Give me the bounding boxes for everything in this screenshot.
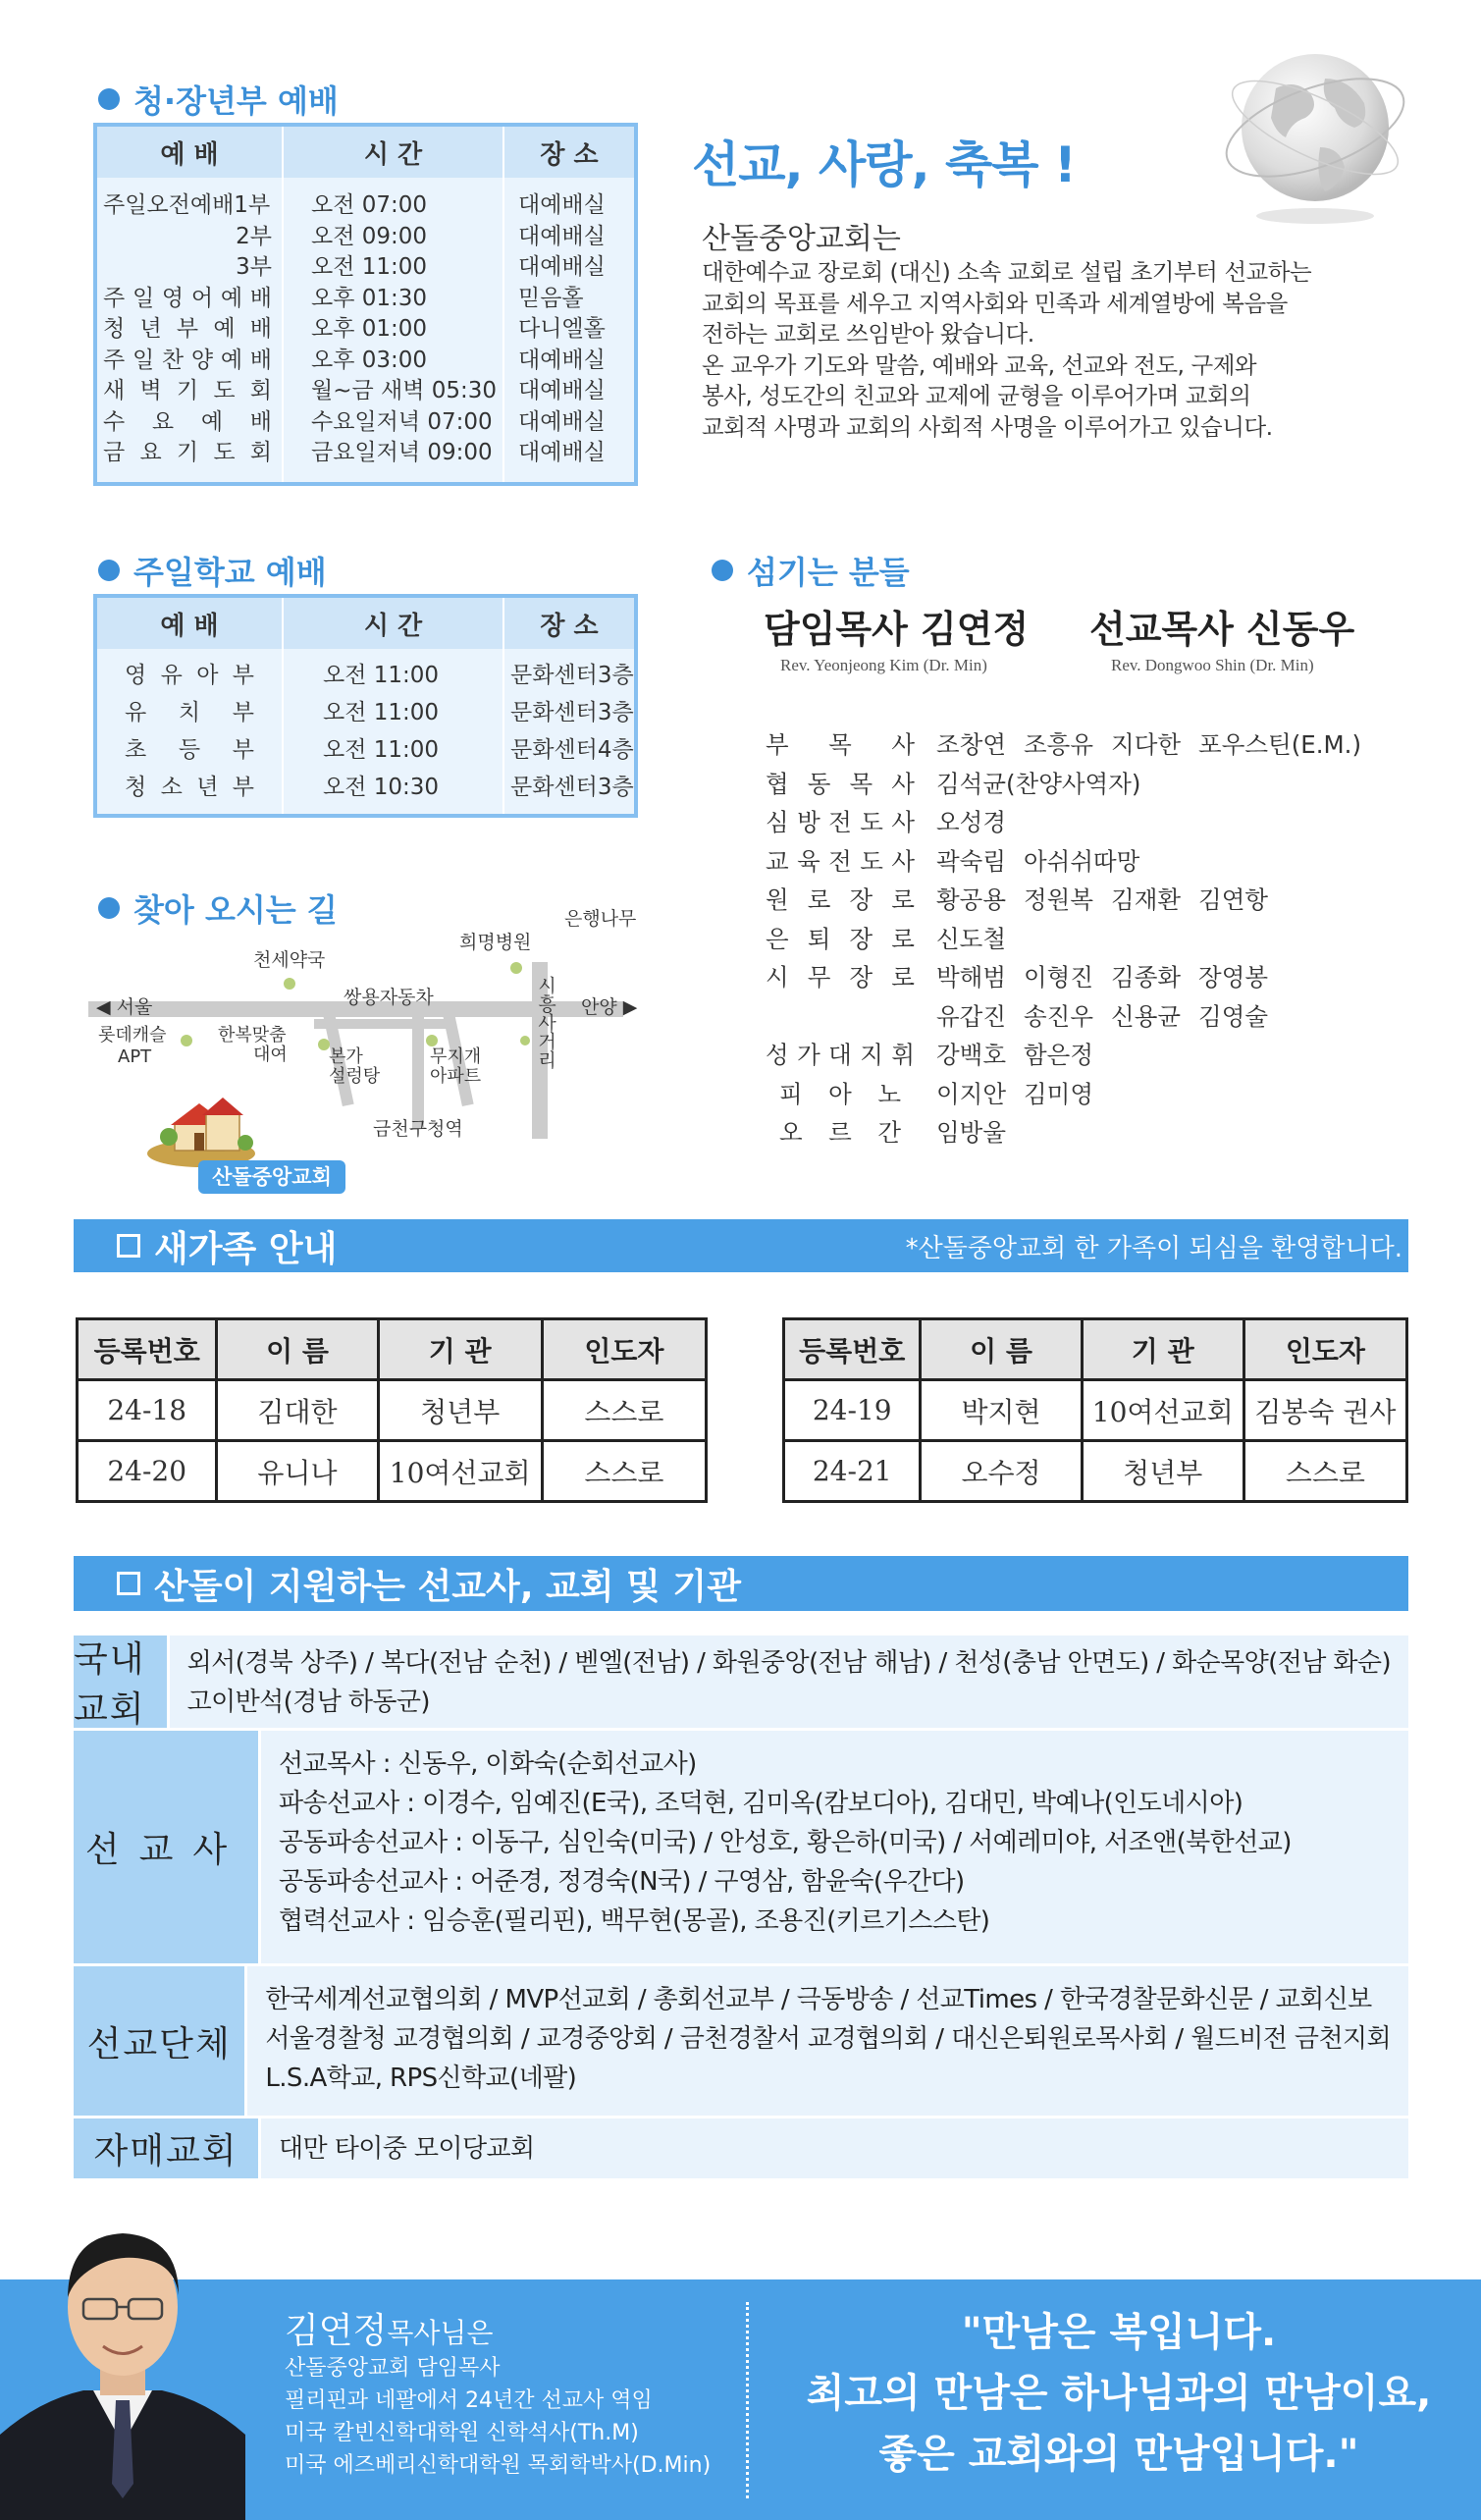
support-line: 고이반석(경남 하동군) [186, 1688, 430, 1717]
staff-row [766, 764, 1379, 803]
staff-name: 신도철 [936, 924, 1007, 953]
staff-role: 협 동 목 사 [766, 769, 915, 798]
bullet-dot-icon [712, 560, 733, 581]
intro-line: 온 교우가 기도와 말씀, 예배와 교육, 선교와 전도, 구제와 [702, 350, 1257, 379]
cell: 10여선교회 [1082, 1380, 1243, 1441]
staff-name: 송진우 [1024, 1001, 1094, 1031]
staff-row [766, 880, 1379, 919]
staff-role: 시 무 장 로 [766, 963, 915, 992]
staff-name: 정원복 [1024, 885, 1094, 915]
new-family-title: 새가족 안내 [154, 1228, 338, 1269]
worship-name: 새 벽 기 도 회 [103, 378, 272, 404]
staff-row [766, 919, 1379, 958]
pastor-quote [775, 2302, 1462, 2485]
pharmacy-label: 천세약국 [253, 949, 326, 971]
cell: 24-21 [784, 1441, 921, 1502]
staff-name: 조흥유 [1024, 730, 1094, 760]
worship-name: 청 소 년 부 [125, 775, 254, 800]
worship-place: 대예배실 [518, 192, 606, 219]
bonga-seolleong-label: 설렁탕 [329, 1066, 381, 1087]
new-family-banner [74, 1219, 1408, 1272]
worship-place: 문화센터3층 [510, 775, 634, 800]
pastor-bio-name [285, 2303, 494, 2353]
geumcheon-label: 금천구청역 [373, 1118, 463, 1140]
new-family-table-left [76, 1317, 708, 1503]
staff-name: 이지안 [936, 1079, 1007, 1108]
worship-time: 오전 11:00 [311, 254, 428, 281]
cell: 스스로 [542, 1380, 706, 1441]
staff-names [936, 921, 1024, 955]
worship-place: 대예배실 [518, 408, 606, 435]
support-content [261, 1731, 1408, 1963]
senior-pastor-english: Rev. Yeonjeong Kim (Dr. Min) [780, 656, 987, 674]
staff-name: 김석균(찬양사역자) [936, 769, 1141, 798]
staff-role: 원 로 장 로 [766, 885, 915, 915]
youth-worship-places [504, 178, 634, 482]
staff-role: 은 퇴 장 로 [766, 924, 915, 953]
worship-place: 대예배실 [518, 223, 606, 249]
worship-name: 2부 [236, 223, 272, 249]
hanbok-label: 한복맞춤 [218, 1025, 287, 1046]
staff-role: 교 육 전 도 사 [766, 846, 915, 876]
worship-place: 대예배실 [518, 440, 606, 466]
worship-place: 대예배실 [518, 378, 606, 404]
staff-name: 장영봉 [1198, 963, 1269, 992]
sunday-school-title-text: 주일학교 예배 [133, 554, 327, 591]
lotte-castle-label: 롯데캐슬 [98, 1025, 167, 1046]
staff-name: 강백호 [936, 1041, 1007, 1070]
support-line: 공동파송선교사 : 어준경, 정경숙(N국) / 구영삼, 함윤숙(우간다) [279, 1867, 965, 1897]
staff-row [766, 1112, 1379, 1152]
cell: 24-18 [78, 1380, 217, 1441]
support-content [170, 1635, 1408, 1728]
intro-text [702, 257, 1340, 443]
staff-name: 김연항 [1198, 885, 1269, 915]
youth-worship-table [93, 123, 638, 486]
cell: 유니나 [217, 1441, 378, 1502]
cell: 스스로 [542, 1441, 706, 1502]
cell: 24-20 [78, 1441, 217, 1502]
cell: 청년부 [1082, 1441, 1243, 1502]
worship-place: 대예배실 [518, 254, 606, 281]
staff-name: 곽숙림 [936, 846, 1007, 876]
staff-name: 오성경 [936, 808, 1007, 837]
header-worship: 예 배 [97, 598, 284, 649]
hospital-label: 희명병원 [459, 932, 532, 953]
new-family-table-right [782, 1317, 1408, 1503]
table-header-row [784, 1319, 1407, 1380]
anyang-label: 안양 ▶ [581, 996, 638, 1018]
servers-title [712, 548, 910, 593]
staff-names [936, 1037, 1111, 1071]
bio-line: 미국 에즈베리신학대학원 목회학박사(D.Min) [285, 2453, 712, 2478]
intersection-dot [520, 1036, 530, 1046]
mission-pastor-english: Rev. Dongwoo Shin (Dr. Min) [1111, 656, 1314, 674]
cell: 청년부 [378, 1380, 542, 1441]
support-row-domestic [74, 1635, 1408, 1731]
staff-name: 지다한 [1111, 730, 1182, 760]
support-row-missionary [74, 1731, 1408, 1966]
support-line: L.S.A학교, RPS신학교(네팔) [265, 2064, 577, 2093]
cell: 스스로 [1243, 1441, 1406, 1502]
staff-row [766, 1035, 1379, 1074]
staff-role: 피 아 노 [779, 1079, 901, 1108]
bio-line: 산돌중앙교회 담임목사 [285, 2356, 501, 2381]
worship-name: 주 일 찬 양 예 배 [103, 347, 272, 373]
staff-names [936, 998, 1286, 1033]
header-time: 시 간 [284, 127, 504, 178]
header-worship: 예 배 [97, 127, 284, 178]
new-family-welcome: *산돌중앙교회 한 가족이 되심을 환영합니다. [905, 1233, 1402, 1263]
staff-name: 포우스틴(E.M.) [1198, 730, 1362, 760]
table-header-row [78, 1319, 707, 1380]
youth-worship-title [98, 77, 339, 122]
staff-row [766, 802, 1379, 841]
hanbok-rental-label: 대여 [253, 1045, 288, 1065]
worship-time: 오전 11:00 [323, 737, 440, 763]
worship-name: 주일오전예배1부 [103, 192, 271, 219]
intro-line: 전하는 교회로 쓰임받아 왔습니다. [702, 320, 1034, 348]
staff-name: 김종화 [1111, 963, 1182, 992]
worship-name: 청 년 부 예 배 [103, 316, 272, 343]
ssangyong-label: 쌍용자동차 [344, 987, 434, 1008]
staff-name: 아쉬쉬따망 [1024, 846, 1140, 876]
sunday-school-names [97, 649, 284, 814]
staff-names [936, 959, 1286, 993]
staff-name: 이형진 [1024, 963, 1094, 992]
bullet-dot-icon [98, 88, 120, 110]
intro-line: 교회적 사명과 교회의 사회적 사명을 이루어가고 있습니다. [702, 412, 1273, 441]
staff-role: 오 르 간 [779, 1118, 901, 1148]
staff-row [766, 724, 1379, 764]
intro-title: 선교, 사랑, 축복 ! [692, 136, 1076, 193]
staff-names [936, 804, 1024, 838]
table-row [78, 1380, 707, 1441]
support-line: 파송선교사 : 이경수, 임예진(E국), 조덕현, 김미옥(캄보디아), 김대민, 박예나(인도네시아) [279, 1789, 1243, 1818]
worship-name: 금 요 기 도 회 [103, 440, 272, 466]
worship-place: 대예배실 [518, 347, 606, 373]
table-row [78, 1441, 707, 1502]
church-label: 산돌중앙교회 [212, 1165, 332, 1189]
support-line: 협력선교사 : 임승훈(필리핀), 백무현(몽골), 조용진(키르기스스탄) [279, 1906, 990, 1936]
senior-pastor-name: 담임목사 김연정 [764, 607, 1030, 651]
mission-pastor-name: 선교목사 신동우 [1089, 607, 1355, 651]
header-org: 기 관 [378, 1319, 542, 1380]
youth-worship-table-body [97, 178, 634, 482]
pastor-portrait [0, 2189, 245, 2520]
cell: 박지현 [921, 1380, 1082, 1441]
worship-time: 오전 11:00 [323, 700, 440, 725]
staff-role: 부 목 사 [766, 730, 915, 760]
lotte-castle-apt-label: APT [118, 1046, 152, 1067]
header-guide: 인도자 [542, 1319, 706, 1380]
support-row-org [74, 1966, 1408, 2118]
header-reg-no: 등록번호 [78, 1319, 217, 1380]
support-content [247, 1966, 1408, 2116]
header-time: 시 간 [284, 598, 504, 649]
worship-time: 월~금 새벽 05:30 [311, 378, 498, 404]
staff-name: 함은정 [1024, 1041, 1094, 1070]
mujigae-label: 무지개 [430, 1046, 482, 1067]
youth-worship-times [284, 178, 504, 482]
staff-name: 황공용 [936, 885, 1007, 915]
staff-names [936, 1076, 1111, 1110]
bonga-label: 본가 [329, 1046, 363, 1067]
staff-row [766, 996, 1379, 1036]
intro-line: 교회의 목표를 세우고 지역사회와 민족과 세계열방에 복음을 [702, 289, 1288, 317]
header-org: 기 관 [1082, 1319, 1243, 1380]
worship-name: 주 일 영 어 예 배 [103, 285, 272, 311]
support-content [261, 2118, 1408, 2178]
support-row-sister [74, 2118, 1408, 2181]
staff-name: 김재환 [1111, 885, 1182, 915]
support-line: 외서(경북 상주) / 복다(전남 순천) / 벧엘(전남) / 화원중앙(전남 해남) / 천성(충남 안면도) / 화순목양(전남 화순) [186, 1648, 1391, 1678]
youth-worship-title-text: 청·장년부 예배 [133, 82, 339, 120]
cell: 김봉숙 권사 [1243, 1380, 1406, 1441]
intro-line: 대한예수교 장로회 (대신) 소속 교회로 설립 초기부터 선교하는 [702, 258, 1312, 286]
mujigae-dot [426, 1035, 438, 1046]
intro-church-name: 산돌중앙교회는 [702, 222, 901, 256]
table-row [784, 1380, 1407, 1441]
worship-time: 오전 09:00 [311, 223, 428, 249]
worship-time: 오후 03:00 [311, 347, 428, 373]
sunday-school-table [93, 594, 638, 818]
hospital-dot [510, 962, 522, 974]
mujigae-apt-label: 아파트 [430, 1066, 482, 1087]
header-name: 이 름 [921, 1319, 1082, 1380]
staff-names [936, 1114, 1024, 1149]
worship-name: 유 치 부 [125, 700, 254, 725]
worship-name: 수 요 예 배 [103, 408, 272, 435]
cell: 오수정 [921, 1441, 1082, 1502]
support-line: 선교목사 : 신동우, 이화숙(순회선교사) [279, 1749, 697, 1779]
support-title: 산돌이 지원하는 선교사, 교회 및 기관 [154, 1566, 741, 1607]
bullet-dot-icon [98, 560, 120, 581]
support-label: 선교단체 [74, 1966, 244, 2116]
worship-time: 오전 07:00 [311, 192, 428, 219]
cell: 김대한 [217, 1380, 378, 1441]
staff-row [766, 841, 1379, 881]
directions-title-text: 찾아 오시는 길 [133, 891, 338, 929]
youth-worship-table-head [97, 127, 634, 178]
intersection-label: 시흥사거리 [535, 976, 556, 1069]
staff-row [766, 957, 1379, 996]
cell: 24-19 [784, 1380, 921, 1441]
header-guide: 인도자 [1243, 1319, 1406, 1380]
worship-time: 오후 01:30 [311, 285, 428, 311]
church-icon [147, 1098, 255, 1167]
support-label: 선교사 [74, 1731, 258, 1963]
servers-title-text: 섬기는 분들 [747, 554, 910, 591]
staff-name: 박해범 [936, 963, 1007, 992]
support-label: 국내교회 [74, 1635, 167, 1728]
worship-name: 영 유 아 부 [125, 663, 254, 688]
staff-role: 성 가 대 지 휘 [766, 1041, 915, 1070]
sunday-school-times [284, 649, 504, 814]
intro-line: 봉사, 성도간의 친교와 교제에 균형을 이루어가며 교회의 [702, 382, 1251, 409]
quote-line: 좋은 교회와의 만남입니다." [878, 2432, 1359, 2477]
quote-line: 최고의 만남은 하나님과의 만남이요, [806, 2371, 1432, 2416]
pastor-name-suffix: 목사님은 [387, 2317, 494, 2349]
pharmacy-dot [284, 978, 295, 990]
dotted-divider [746, 2302, 749, 2498]
worship-place: 문화센터3층 [510, 663, 634, 688]
worship-time: 오전 10:30 [323, 775, 440, 800]
header-name: 이 름 [217, 1319, 378, 1380]
globe-icon [1217, 29, 1413, 226]
staff-row [766, 1074, 1379, 1113]
staff-name: 조창연 [936, 730, 1007, 760]
cross-road [314, 1019, 451, 1029]
support-line: 서울경찰청 교경협의회 / 교경중앙회 / 금천경찰서 교경협의회 / 대신은퇴원로목사회 / 월드비전 금천지회 [265, 2024, 1391, 2054]
youth-worship-names [97, 178, 284, 482]
support-banner [74, 1556, 1408, 1611]
seoul-label: ◀ 서울 [96, 996, 153, 1018]
support-line: 공동파송선교사 : 이동구, 심인숙(미국) / 안성호, 황은하(미국) / 서예레미야, 서조앤(북한선교) [279, 1828, 1292, 1857]
worship-place: 문화센터3층 [510, 700, 634, 725]
worship-time: 금요일저녁 09:00 [311, 440, 493, 466]
bio-line: 미국 칼빈신학대학원 신학석사(Th.M) [285, 2421, 639, 2445]
staff-role: 심 방 전 도 사 [766, 808, 915, 837]
staff-name: 김미영 [1024, 1079, 1094, 1108]
square-bullet-icon [117, 1572, 140, 1595]
worship-time: 오후 01:00 [311, 316, 428, 343]
pastor-name: 김연정 [285, 2311, 388, 2351]
square-bullet-icon [117, 1234, 140, 1258]
quote-line: "만남은 복입니다. [961, 2310, 1277, 2355]
pastor-bio-lines [285, 2352, 711, 2482]
staff-names [936, 726, 1379, 761]
worship-time: 오전 11:00 [323, 663, 440, 688]
worship-name: 초 등 부 [125, 737, 254, 763]
sunday-school-table-head [97, 598, 634, 649]
worship-place: 다니엘홀 [518, 316, 606, 343]
sunday-school-table-body [97, 649, 634, 814]
staff-name: 신용균 [1111, 1001, 1182, 1031]
bank-tree-label: 은행나무 [564, 908, 637, 930]
worship-place: 문화센터4층 [510, 737, 634, 763]
lotte-dot [181, 1035, 192, 1046]
header-reg-no: 등록번호 [784, 1319, 921, 1380]
directions-map [88, 903, 658, 1198]
cell: 10여선교회 [378, 1441, 542, 1502]
support-line: 대만 타이중 모이당교회 [279, 2133, 535, 2164]
staff-names [936, 882, 1286, 916]
worship-place: 믿음홀 [518, 285, 584, 311]
worship-name: 3부 [236, 254, 272, 281]
support-table [74, 1635, 1408, 2181]
sunday-school-places [504, 649, 634, 814]
staff-list [766, 724, 1379, 1152]
table-row [784, 1441, 1407, 1502]
staff-name: 김영술 [1198, 1001, 1269, 1031]
staff-name: 유갑진 [936, 1001, 1007, 1031]
bio-line: 필리핀과 네팔에서 24년간 선교사 역임 [285, 2388, 653, 2413]
header-place: 장 소 [540, 139, 599, 170]
sunday-school-title [98, 548, 327, 593]
header-place: 장 소 [540, 611, 599, 641]
worship-time: 수요일저녁 07:00 [311, 408, 493, 435]
support-line: 한국세계선교협의회 / MVP선교회 / 총회선교부 / 극동방송 / 선교Times / 한국경찰문화신문 / 교회신보 [265, 1985, 1372, 2014]
staff-names [936, 843, 1157, 878]
staff-names [936, 766, 1158, 800]
support-label: 자매교회 [74, 2118, 258, 2178]
staff-name: 임방울 [936, 1118, 1007, 1148]
